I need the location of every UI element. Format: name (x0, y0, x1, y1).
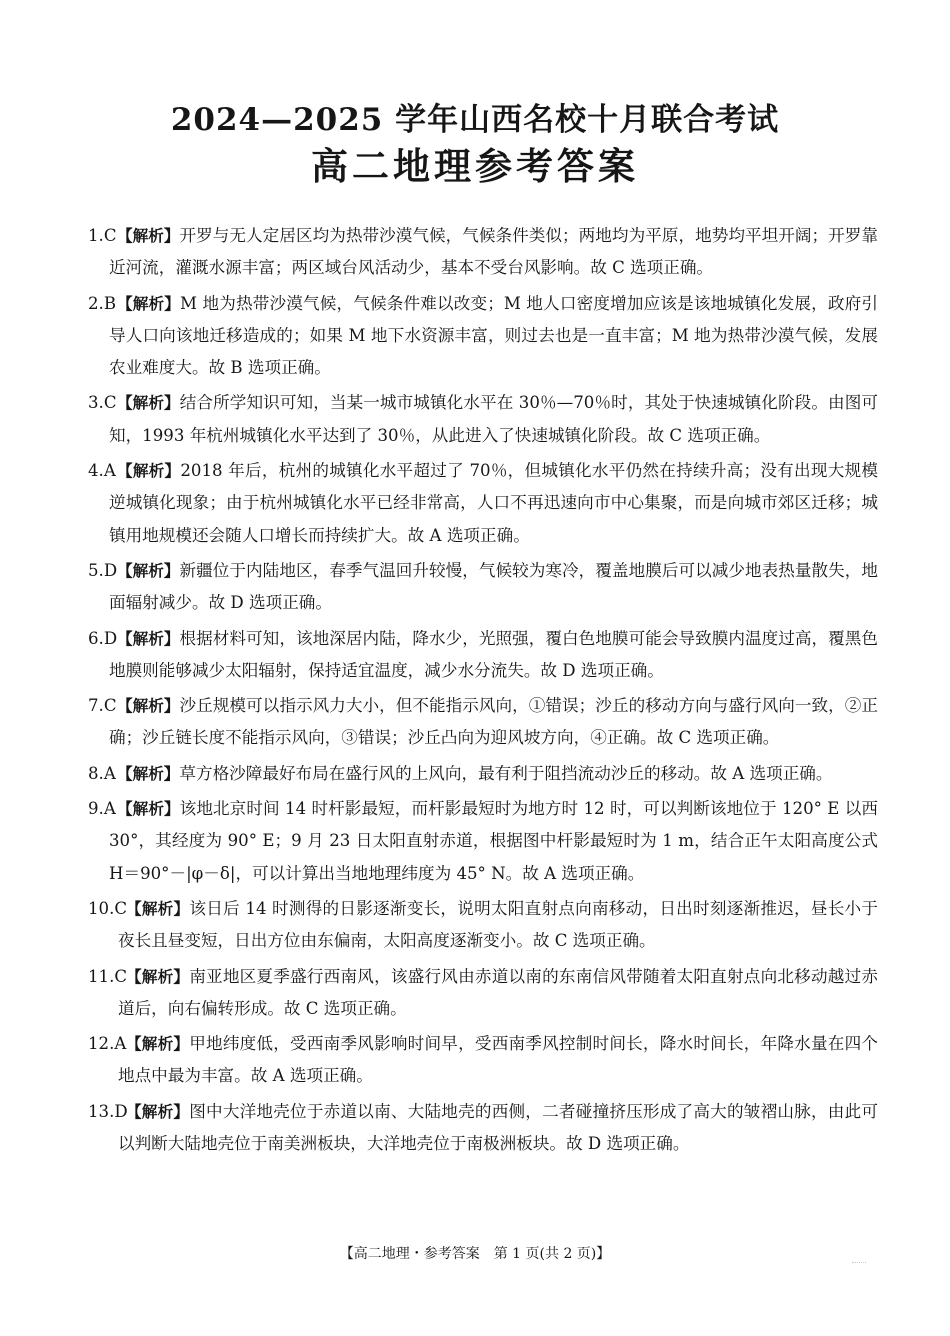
analysis-label: 【解析】 (117, 764, 180, 783)
answer-number: 8.A (88, 763, 116, 783)
answer-number: 7.C (88, 696, 117, 716)
answer-item-11 (88, 961, 878, 1026)
answer-item-1 (88, 220, 878, 285)
analysis-label: 【解析】 (126, 967, 190, 986)
answer-explanation: 新疆位于内陆地区，春季气温回升较慢，气候较为寒冷，覆盖地膜后可以减少地表热量散失，地面辐射减少。故 D 选项正确。 (109, 560, 878, 613)
answer-number: 4.A (88, 461, 116, 481)
answer-item-8 (88, 758, 878, 790)
analysis-label: 【解析】 (117, 462, 181, 481)
answer-key-title: 高二地理参考答案 (311, 145, 639, 188)
answer-number: 13.D (88, 1101, 128, 1121)
scan-artifact (852, 1262, 866, 1265)
answer-item-12 (88, 1028, 878, 1093)
analysis-label: 【解析】 (117, 629, 180, 648)
answer-explanation: 沙丘规模可以指示风力大小，但不能指示风向，①错误；沙丘的移动方向与盛行风向一致，②正确；沙丘链长度不能指示风向，③错误；沙丘凸向为迎风坡方向，④正确。故 C 选项正确。 (109, 696, 878, 748)
answer-item-3 (88, 387, 878, 452)
analysis-label: 【解析】 (126, 899, 190, 918)
analysis-label: 【解析】 (126, 1102, 190, 1121)
analysis-label: 【解析】 (117, 227, 180, 245)
analysis-label: 【解析】 (126, 1035, 190, 1054)
answer-number: 2.B (88, 293, 117, 313)
answer-item-2 (88, 288, 878, 385)
answer-explanation: 该地北京时间 14 时杆影最短，而杆影最短时为地方时 12 时，可以判断该地位于 120° E 以西 30°，其经度为 90° E；9 月 23 日太阳直射赤道，根据图中杆影最短时为 1 m，结合正午太阳高度公式 H＝90°－|φ－δ|，可以计算出当地地理纬度为 45° N。故 A 选项正确。 (109, 799, 878, 883)
answer-number: 11.C (88, 966, 128, 986)
answer-explanation: M 地为热带沙漠气候，气候条件难以改变；M 地人口密度增加应该是该地城镇化发展，政府引导人口向该地迁移造成的；如果 M 地下水资源丰富，则过去也是一直丰富；M 地为热带沙漠气候，发展农业难度大。故 B 选项正确。 (109, 293, 878, 378)
answer-explanation: 甲地纬度低，受西南季风影响时间早，受西南季风控制时间长，降水时间长，年降水量在四个地点中最为丰富。故 A 选项正确。 (118, 1034, 878, 1086)
answer-item-5 (88, 555, 878, 620)
answer-number: 5.D (88, 560, 118, 580)
answer-number: 10.C (88, 898, 128, 918)
answer-number: 6.D (88, 628, 118, 648)
answer-number: 1.C (88, 226, 117, 245)
answer-explanation: 该日后 14 时测得的日影逐渐变长，说明太阳直射点向南移动，日出时刻逐渐推迟，昼长小于夜长且昼变短，日出方位由东偏南，太阳高度逐渐变小。故 C 选项正确。 (118, 898, 878, 951)
answer-item-7 (88, 690, 878, 755)
analysis-label: 【解析】 (117, 697, 180, 716)
answer-explanation: 开罗与无人定居区均为热带沙漠气候，气候条件类似；两地均为平原，地势均平坦开阔；开罗靠近河流，灌溉水源丰富；两区域台风活动少，基本不受台风影响。故 C 选项正确。 (109, 226, 878, 278)
analysis-label: 【解析】 (117, 294, 181, 313)
answer-item-9 (88, 793, 878, 890)
answer-explanation: 结合所学知识可知，当某一城市城镇化水平在 30％—70％时，其处于快速城镇化阶段。由图可知，1993 年杭州城镇化水平达到了 30％，从此进入了快速城镇化阶段。故 C 选项正确。 (109, 393, 878, 445)
answer-explanation: 根据材料可知，该地深居内陆，降水少，光照强，覆白色地膜可能会导致膜内温度过高，覆黑色地膜则能够减少太阳辐射，保持适宜温度，减少水分流失。故 D 选项正确。 (109, 628, 878, 680)
answer-item-13 (88, 1096, 878, 1161)
answer-number: 3.C (88, 393, 117, 413)
answer-explanation: 2018 年后，杭州的城镇化水平超过了 70％，但城镇化水平仍然在持续升高；没有出现大规模逆城镇化现象；由于杭州城镇化水平已经非常高，人口不再迅速向市中心集聚，而是向城市郊区迁移；城镇用地规模还会随人口增长而持续扩大。故 A 选项正确。 (109, 461, 878, 545)
answer-explanation: 南亚地区夏季盛行西南风，该盛行风由赤道以南的东南信风带随着太阳直射点向北移动越过赤道后，向右偏转形成。故 C 选项正确。 (118, 966, 878, 1018)
answer-item-10 (88, 893, 878, 958)
answer-explanation: 图中大洋地壳位于赤道以南、大陆地壳的西侧，二者碰撞挤压形成了高大的皱褶山脉，由此可以判断大陆地壳位于南美洲板块，大洋地壳位于南极洲板块。故 D 选项正确。 (118, 1101, 878, 1154)
answer-item-6 (88, 623, 878, 688)
analysis-label: 【解析】 (117, 800, 180, 819)
analysis-label: 【解析】 (117, 394, 180, 413)
answer-number: 9.A (88, 799, 116, 819)
answer-item-4 (88, 455, 878, 552)
answer-list (88, 220, 878, 1163)
exam-title: 2024—2025 学年山西名校十月联合考试 (170, 102, 780, 138)
analysis-label: 【解析】 (117, 561, 180, 580)
answer-explanation: 草方格沙障最好布局在盛行风的上风向，最有利于阻挡流动沙丘的移动。故 A 选项正确。 (179, 763, 833, 783)
page-footer: 【高二地理・参考答案 第 1 页(共 2 页)】 (339, 1246, 611, 1262)
answer-number: 12.A (88, 1034, 127, 1054)
